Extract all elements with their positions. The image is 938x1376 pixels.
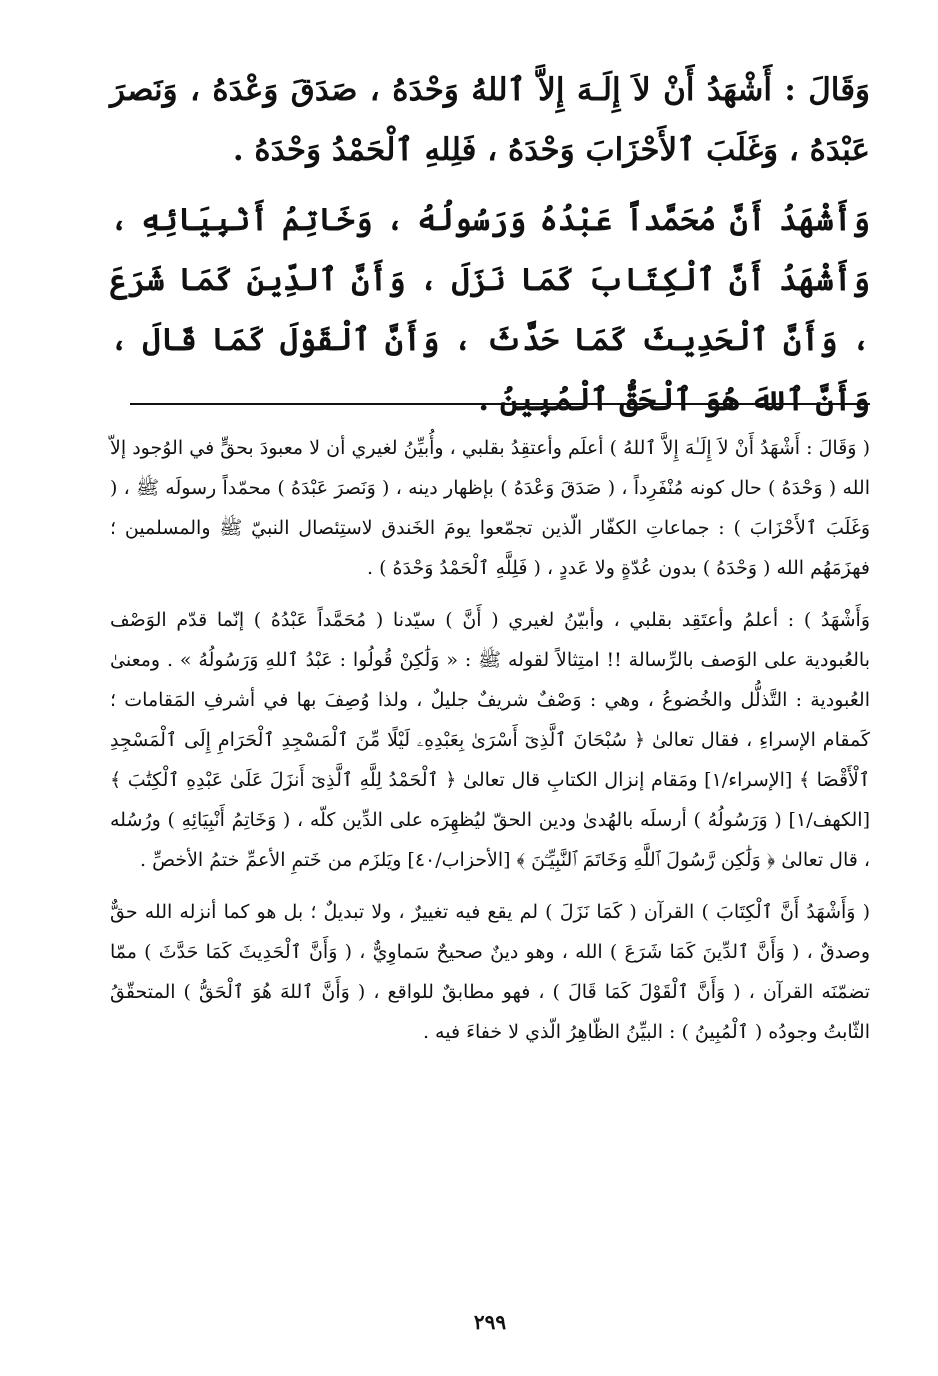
commentary-paragraph: ( وَأَشْهَدُ أَنَّ ٱلْكِتَابَ ) القرآن ( كَمَا نَزَلَ ) لم يقع فيه تغييرٌ ، ولا تبديلٌ ؛ بل هو كما أنزله الله حقٌّ وصدقٌ ، ( وَأَنَّ ٱلدِّينَ كَمَا شَرَعَ ) الله ، وهو دينٌ صحيحٌ سَماوِيٌّ ، ( وَأَنَّ ٱلْحَدِيثَ كَمَا حَدَّثَ ) ممّا تضمّنَه القرآن ، ( وَأَنَّ ٱلْقَوْلَ كَمَا قَالَ ) ، فهو مطابقٌ للواقع ، ( وَأَنَّ ٱللهَ هُوَ ٱلْحَقُّ ) المتحقّقُ الثّابتُ وجودُه ( ٱلْمُبِينُ ) : البيِّنُ الظّاهِرُ الّذي لا خفاءَ فيه . [110,901,870,1043]
book-page [110,60,870,1350]
main-paragraph: وَأَشْهَدُ أَنَّ مُحَمَّداً عَبْدُهُ وَرَسُولُهُ ، وَخَاتِمُ أَنْبِيَائِهِ ، وَأَشْهَدُ أَنَّ ٱلْكِتَابَ كَمَا نَزَلَ ، وَأَنَّ ٱلدِّينَ كَمَا شَرَعَ ، وَأَنَّ ٱلْحَدِيثَ كَمَا حَدَّثَ ، وَأَنَّ ٱلْقَوْلَ كَمَا قَالَ ، وَأَنَّ ٱللهَ هُوَ ٱلْحَقُّ ٱلْمُبِينُ . [110,202,870,418]
page-number: ٢٩٩ [473,1310,507,1334]
main-text [110,60,870,430]
commentary-notes [110,428,870,1064]
footnote-divider [130,403,870,405]
commentary-paragraph: ( وَقَالَ : أَشْهَدُ أَنْ لاَ إِلَـٰهَ إِلاَّ ٱللهُ ) أعلَم وأعتقِدُ بقلبي ، وأُبيِّنُ لغيري أن لا معبودَ بحقٍّ في الوُجود إلاّ الله ( وَحْدَهُ ) حال كونه مُنْفَرِداً ، ( صَدَقَ وَعْدَهُ ) بإظهار دينه ، ( وَنَصرَ عَبْدَهُ ) محمّداً رسولَه ﷺ ، ( وَغَلَبَ ٱلأَحْزَابَ ) : جماعاتِ الكفّار الّذين تجمّعوا يومَ الخَندق لاستِئصال النبيّ ﷺ والمسلمين ؛ فهزَمَهُم الله ( وَحْدَهُ ) بدون عُدّةٍ ولا عَددٍ ، ( فَلِلَّهِ ٱلْحَمْدُ وَحْدَهُ ) . [110,437,870,579]
commentary-paragraph: وَأَشْهَدُ ) : أعلمُ وأعتَقِد بقلبي ، وأبيّنُ لغيري ( أَنَّ ) سيّدنا ( مُحَمَّداً عَبْدُهُ ) إنّما قدّم الوَصْف بالعُبودية على الوَصف بالرِّسالة !! امتِثالاً لقوله ﷺ : « وَلَٰكِنْ قُولُوا : عَبْدُ ٱللهِ وَرَسُولُهُ » . ومعنىٰ العُبودية : التَّذلُّل والخُضوعُ ، وهي : وَصْفٌ شريفٌ جليلٌ ، ولذا وُصِفَ بها في أشرفِ المَقامات ؛ كَمقام الإسراءِ ، فقال تعالىٰ ﴿ سُبْحَانَ ٱلَّذِىٓ أَسْرَىٰ بِعَبْدِهِۦ لَيْلًا مِّنَ ٱلْمَسْجِدِ ٱلْحَرَامِ إِلَى ٱلْمَسْجِدِ ٱلْأَقْصَا ﴾ [الإسراء/١] ومَقام إنزال الكتابِ قال تعالىٰ ﴿ ٱلْحَمْدُ لِلَّهِ ٱلَّذِىٓ أَنزَلَ عَلَىٰ عَبْدِهِ ٱلْكِتَٰبَ ﴾ [الكهف/١] ( وَرَسُولُهُ ) أرسلَه بالهُدىٰ ودين الحقّ ليُظهِرَه على الدِّين كلّه ، ( وَخَاتِمُ أَنْبِيَائِهِ ) ورُسُله ، قال تعالىٰ ﴿ وَلَٰكِن رَّسُولَ ٱللَّهِ وَخَاتَمَ ٱلنَّبِيِّـۧنَ ﴾ [الأحزاب/٤٠] ويَلزَم من خَتمِ الأعمِّ ختمُ الأخصِّ . [110,609,870,871]
main-paragraph: وَقَالَ : أَشْهَدُ أَنْ لاَ إِلَـهَ إِلاَّ ٱللهُ وَحْدَهُ ، صَدَقَ وَعْدَهُ ، وَنَصرَ عَبْدَهُ ، وَغَلَبَ ٱلأَحْزَابَ وَحْدَهُ ، فَلِلهِ ٱلْحَمْدُ وَحْدَهُ . [110,72,870,168]
